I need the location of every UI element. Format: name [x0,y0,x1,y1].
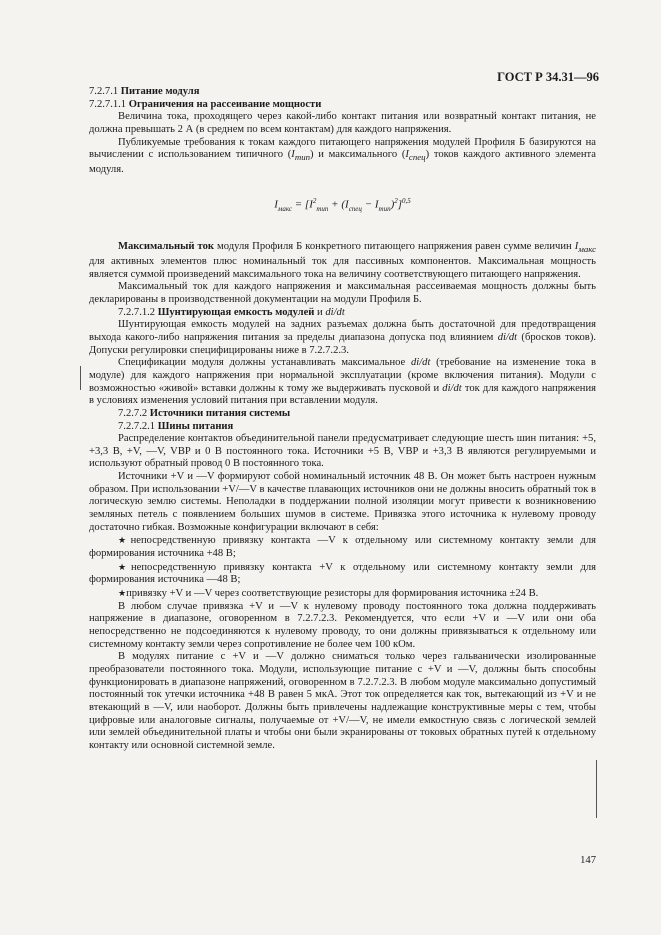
margin-mark [80,366,81,390]
section-title: Питание модуля [120,86,200,97]
standard-header: ГОСТ Р 34.31—96 [497,70,599,84]
section-title: Источники питания системы [149,407,291,419]
section-heading-72712 [89,307,596,320]
text-run: для активных элементов плюс номинальный ток для пассивных компонентов. Максимальная мощность является суммой произведений максимального тока на величину соответствующего питающего напряжения. [89,255,596,280]
text-run: Публикуемые требования к токам каждого питающего напряжения модулей Профиля Б базируются на вычислении с использованием типичного ( [89,136,596,161]
section-number: 7.2.7.1 [89,86,119,97]
symbol-typ: $I_{тип}$ [291,149,311,163]
star-icon: ★ [118,535,131,546]
text-run: ) токов каждого активного элемента модуля. [89,149,596,176]
section-number: 7.2.7.2 [118,407,148,419]
formula: $I_{макс} = [I^2_{тип} + (I_{спец} - I_{тип})^2]^{0,5}$ [274,196,411,213]
section-number: 7.2.7.2.1 [118,420,156,432]
section-heading-7271 [89,86,596,99]
paragraph: Спецификации модуля должны устанавливать максимальное di/dt (требование на изменение тока в модуле) для каждого напряжения при нормальной эксплуатации (кроме включения питания). Модули с возможностью «живой» вставки должны к тому же выдерживать пусковой и di/dt ток для каждого напряжения в условиях изменения условий питания при вставлении модуля. [89,357,596,407]
paragraph: В любом случае привязка +V и —V к нулевому проводу постоянного тока должна поддерживать напряжение в диапазоне, оговоренном в 7.2.7.2.3. Рекомендуется, что если +V и —V или они оба непосредственно не подсоединяются к нулевому проводу, то они должны привязываться к отдельному или системному контакту земли через сопротивление не более чем 100 кОм. [89,600,596,650]
page-number: 147 [580,855,596,866]
symbol-max: $I_{макс}$ [574,241,596,255]
bullet-item: ★непосредственную привязку контакта +V к отдельному или системному контакту земли для формирования источника —48 В; [89,561,596,586]
paragraph: Распределение контактов объединительной панели предусматривает следующие шесть шин питания: +5, +3,3 В, +V, —V, VBP и 0 В постоянного тока. Источники +5 В, VBP и +3,3 В являются регулируемыми и используют обратный провод 0 В постоянного тока. [89,433,596,470]
text-run: ) и максимального ( [310,149,406,161]
paragraph: Величина тока, проходящего через какой-либо контакт питания или возвратный контакт питания, не должна превышать 2 А (в среднем по всем контактам) для каждого напряжения. [89,111,596,135]
section-title: Ограничения на рассеивание мощности [128,98,322,110]
section-title: Шунтирующая емкость модулей [157,306,315,318]
section-title-ddt: di/dt [325,306,345,318]
paragraph [89,137,596,177]
page-content [89,86,596,753]
margin-mark [596,760,597,818]
section-title: Шины питания [157,420,234,432]
section-number: 7.2.7.1.1 [89,98,127,110]
paragraph: Максимальный ток для каждого напряжения и максимальная рассеиваемая мощность должны быть декларированы в производственной документации на модули Профиля Б. [89,281,596,305]
paragraph [89,241,596,281]
section-heading-72721 [89,421,596,434]
section-heading-7272 [89,408,596,421]
term: Максимальный ток [118,241,215,253]
star-icon: ★ [118,561,132,572]
paragraph: Источники +V и —V формируют собой номинальный источник 48 В. Он может быть настроен нужным образом. При использовании +V/—V в качестве плавающих источников они не должны вносить обратный ток в логическую землю системы. Неполадки в поддержании полной изоляции могут привести к возникновению земляных петель с появлением больших шумов в системе. Привязка этого источника к нулевому проводу достаточно гибкая. Возможные конфигурации включают в себя: [89,471,596,533]
bullet-item: ★привязку +V и —V через соответствующие резисторы для формирования источника ±24 В. [118,588,539,600]
text-run: модуля Профиля Б конкретного питающего напряжения равен сумме величин [214,241,575,253]
paragraph: Шунтирующая емкость модулей на задних разъемах должна быть достаточной для предотвращения выхода какого-либо напряжения питания за пределы диапазона допуска под влиянием di/dt (бросков токов). Допуски регулировки специфицированы ниже в 7.2.7.2.3. [89,319,596,356]
symbol-spec: $I_{спец}$ [405,149,426,163]
section-number: 7.2.7.1.2 [118,306,156,318]
section-heading-72711 [89,99,596,112]
star-icon: ★ [118,588,127,599]
section-title-conj: и [317,306,323,318]
paragraph: В модулях питание с +V и —V должно сниматься только через гальванически изолированные преобразователи постоянного тока. Модули, использующие питание с +V и —V, должны быть способны функционировать в диапазоне напряжений, оговоренном в 7.2.7.2.3. В любом модуле максимально допустимый постоянный ток утечки источника +48 В равен 5 мкА. Этот ток определяется как ток, вытекающий из +V и не втекающий в —V, или наоборот. Должны быть привлечены надлежащие конструктивные меры с тем, чтобы цифровые или аналоговые сигналы, получаемые от +V/—V, не имели емкостную связь с логической землей или землей объединительной платы и чтобы они были экранированы от токовых обратных путей к отдельному контакту или основной системной земле. [89,651,596,751]
bullet-item: ★непосредственную привязку контакта —V к отдельному или системному контакту земли для формирования источника +48 В; [89,535,596,560]
